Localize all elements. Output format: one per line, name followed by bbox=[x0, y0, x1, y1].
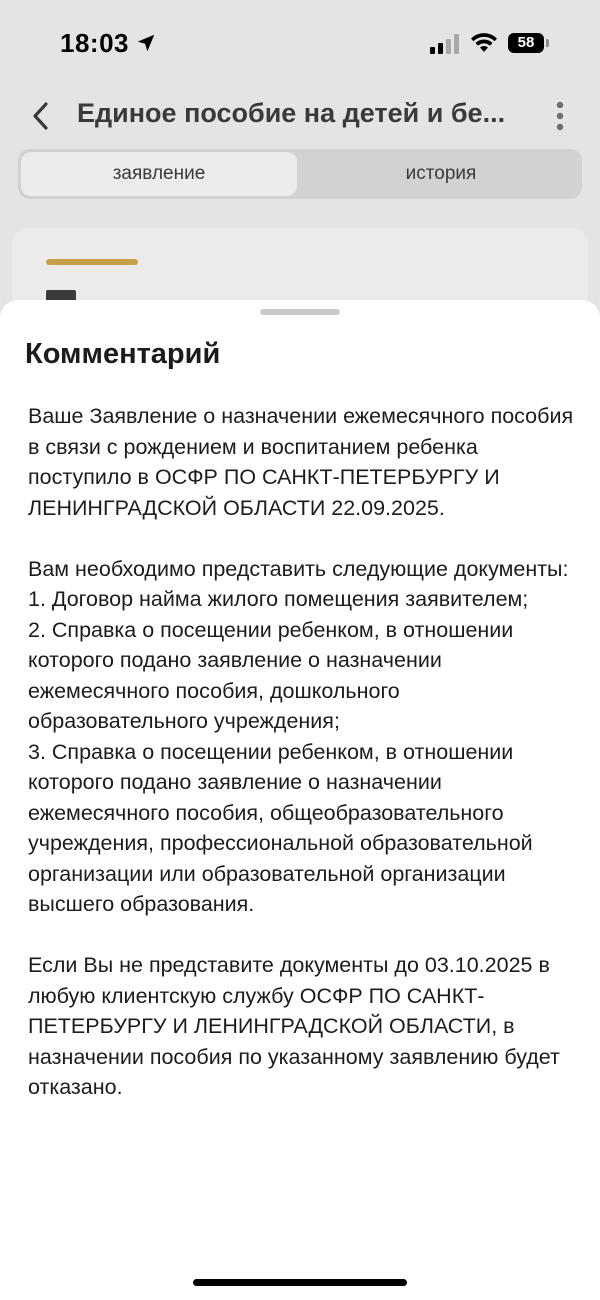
card-accent-bar bbox=[46, 259, 138, 265]
home-indicator bbox=[193, 1279, 407, 1286]
location-arrow-icon bbox=[135, 32, 157, 54]
sheet-grabber[interactable] bbox=[260, 309, 340, 315]
document-item-3: 3. Справка о посещении ребенком, в отношении которого подано заявление о назначении ежемесячного пособия, общеобразовательного учреждения, профессиональной образовательной организации или образовательной организации высшего образования. bbox=[28, 739, 533, 916]
battery-tip bbox=[546, 39, 549, 47]
status-time: 18:03 bbox=[60, 28, 129, 58]
tab-application[interactable]: заявление bbox=[21, 152, 297, 196]
status-bar bbox=[0, 0, 600, 90]
comment-sheet bbox=[0, 300, 600, 1300]
cellular-signal-icon bbox=[430, 34, 460, 54]
chevron-left-icon[interactable] bbox=[28, 98, 54, 134]
documents-intro: Вам необходимо представить следующие документы: bbox=[28, 556, 569, 581]
tab-history[interactable]: история bbox=[405, 163, 477, 184]
comment-intro: Ваше Заявление о назначении ежемесячного пособия в связи с рождением и воспитанием ребенка поступило в ОСФР ПО САНКТ-ПЕТЕРБУРГУ И ЛЕНИНГРАДСКОЙ ОБЛАСТИ 22.09.2025. bbox=[28, 404, 574, 520]
comment-body bbox=[28, 401, 576, 1103]
wifi-icon bbox=[470, 32, 498, 54]
segmented-tabs bbox=[18, 149, 582, 199]
comment-warning: Если Вы не представите документы до 03.10.2025 в любую клиентскую службу ОСФР ПО САНКТ-ПЕТЕРБУРГУ И ЛЕНИНГРАДСКОЙ ОБЛАСТИ, в назначении пособия по указанному заявлению будет отказано. bbox=[28, 953, 560, 1099]
sheet-title: Комментарий bbox=[25, 338, 221, 370]
document-item-1: 1. Договор найма жилого помещения заявителем; bbox=[28, 587, 529, 611]
battery-icon: 58 bbox=[508, 33, 544, 53]
more-vertical-icon[interactable] bbox=[548, 100, 572, 132]
document-item-2: 2. Справка о посещении ребенком, в отношении которого подано заявление о назначении ежемесячного пособия, дошкольного образовательного учреждения; bbox=[28, 617, 514, 733]
page-title: Единое пособие на детей и бе... bbox=[77, 98, 506, 128]
